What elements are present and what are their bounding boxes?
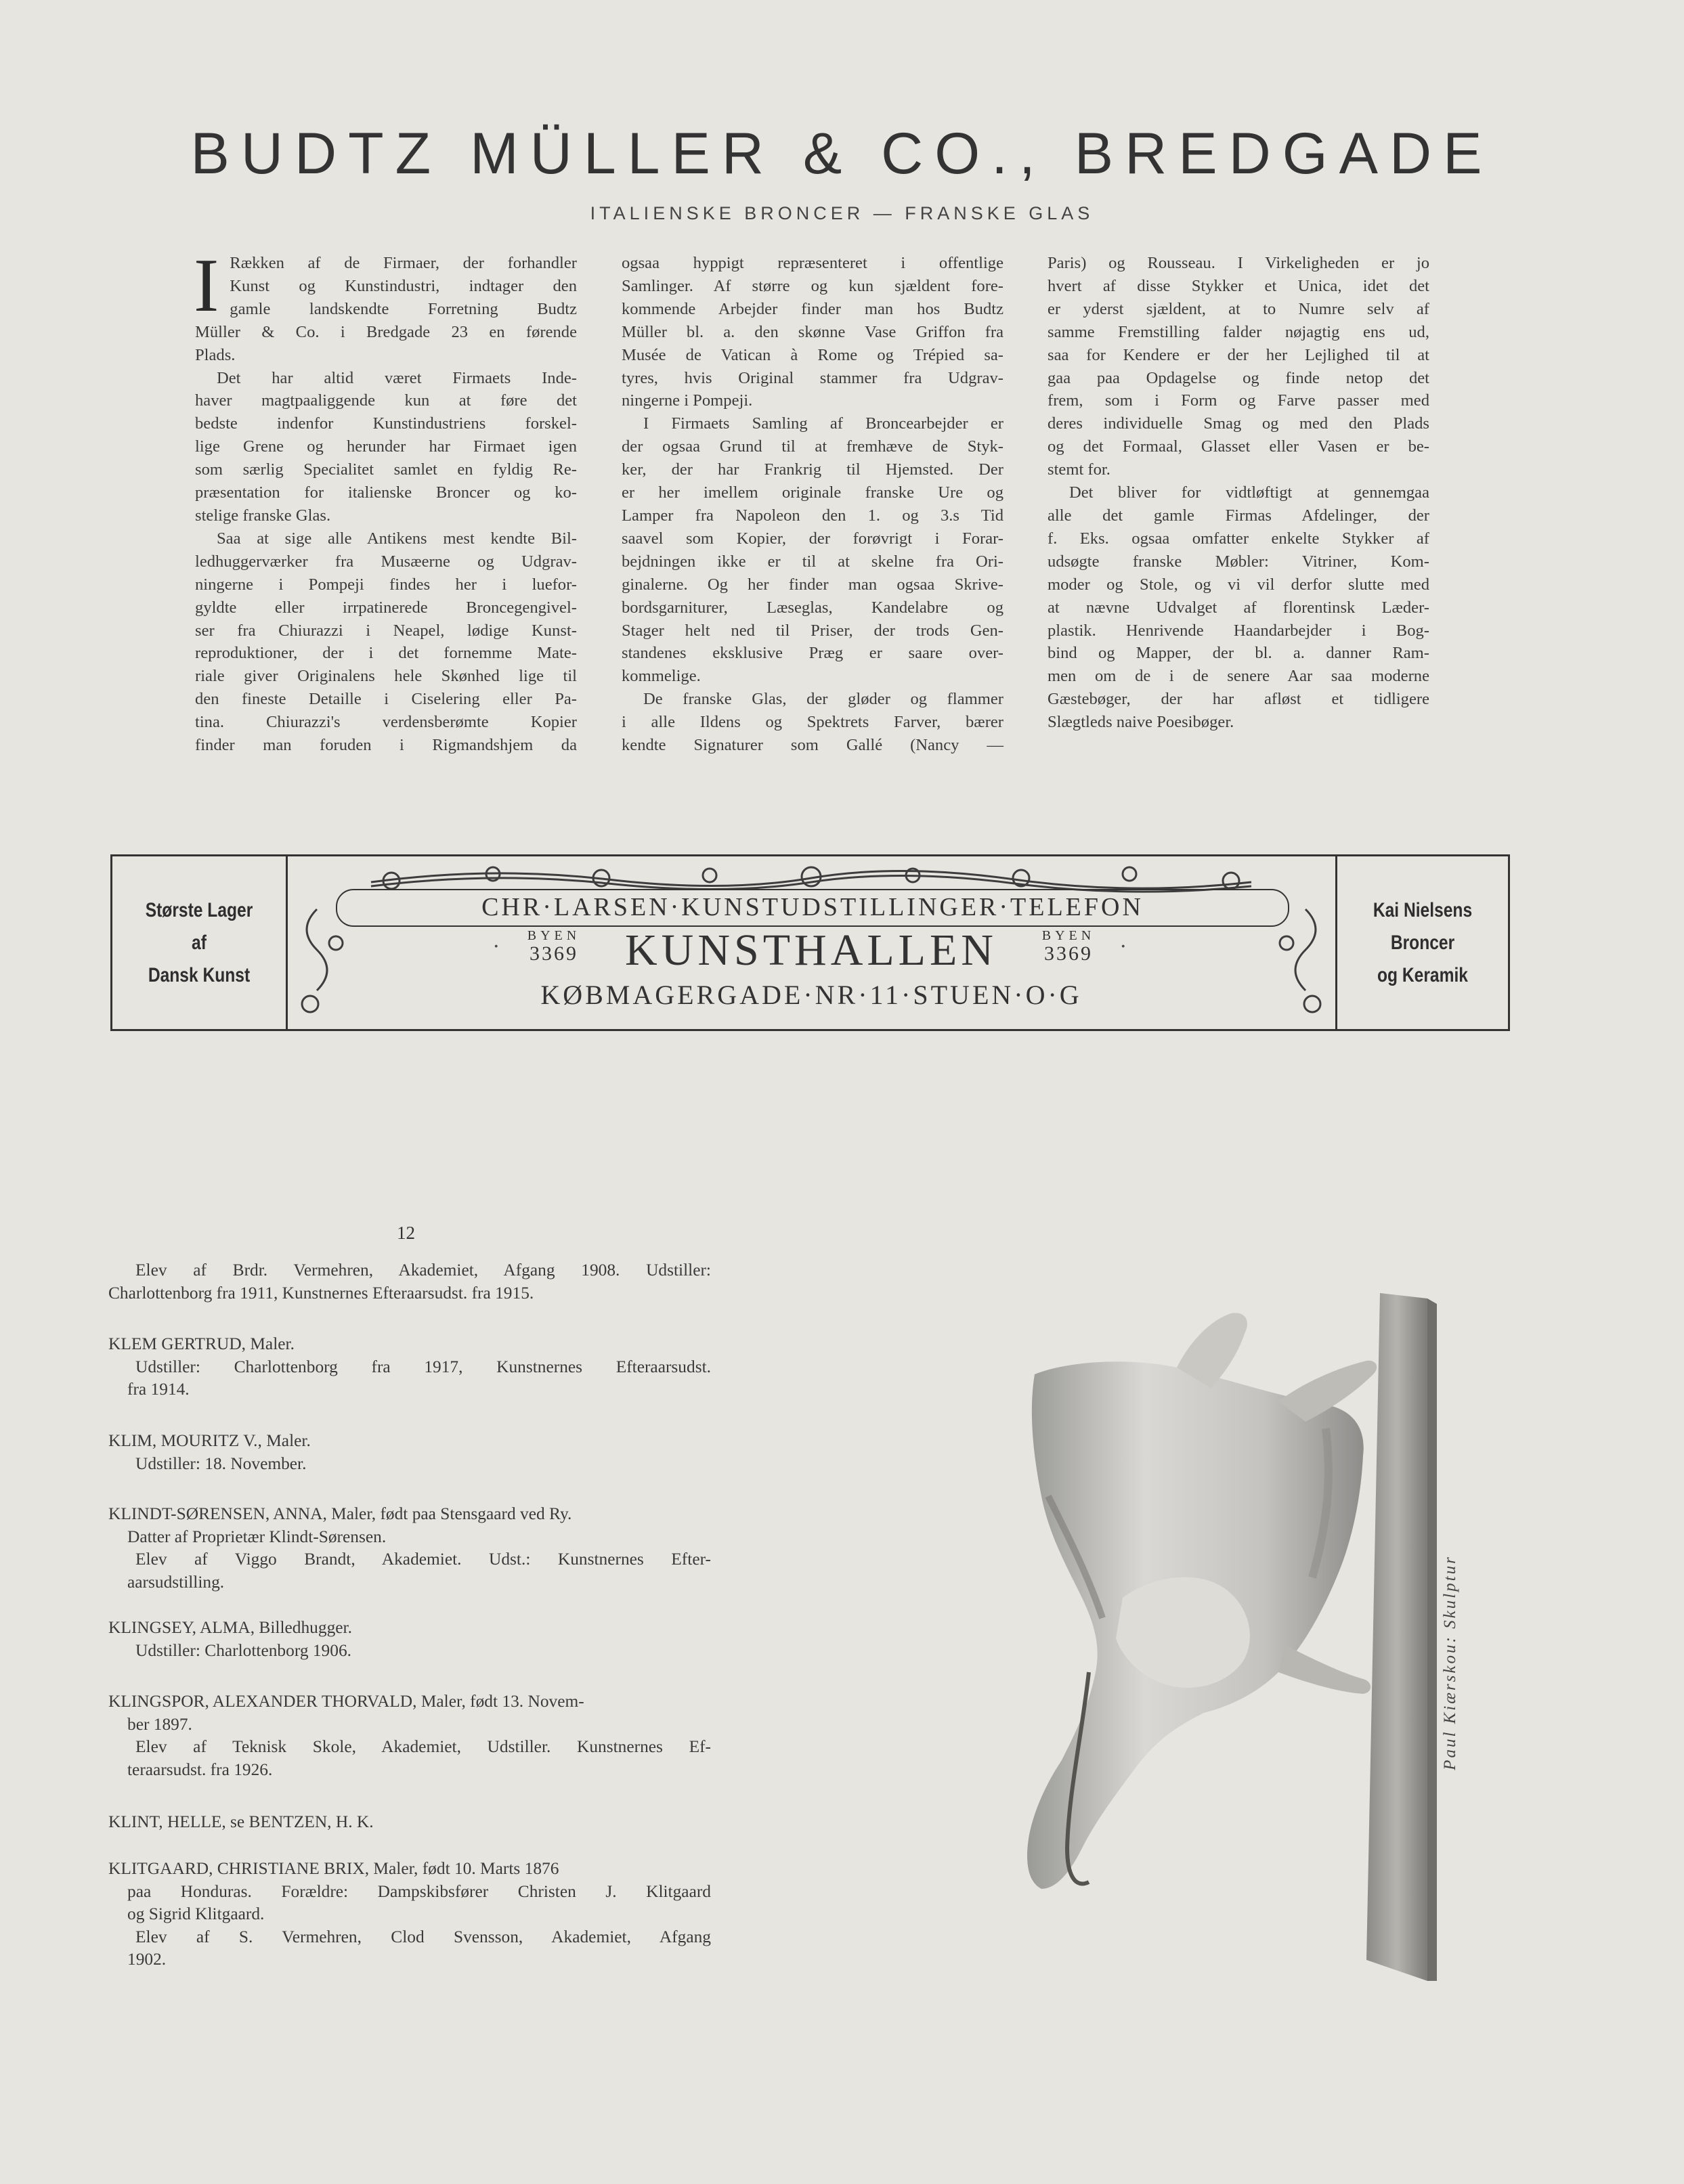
article-column-1 — [194, 244, 577, 757]
entry-line: Elev af Viggo Brandt, Akademiet. Udst.: Kunstnernes Efter- — [135, 1550, 711, 1569]
entry-line: teraarsudst. fra 1926. — [127, 1760, 273, 1779]
article-line: Rækken af de Firmaer, der forhandler — [230, 254, 577, 272]
entry-line: ber 1897. — [127, 1714, 192, 1734]
entry-line: Elev af S. Vermehren, Clod Svensson, Akademiet, Afgang — [135, 1927, 711, 1946]
entry-line: paa Honduras. Forældre: Dampskibsfører Christen J. Klitgaard — [127, 1881, 711, 1901]
article-line: Musée de Vatican à Rome og Trépied sa- — [622, 345, 1003, 364]
sculpture-photo — [987, 1293, 1483, 1981]
entry-line: Elev af Brdr. Vermehren, Akademiet, Afgang 1908. Udstiller: — [135, 1261, 711, 1280]
ad-byen-label: BYEN — [1041, 928, 1096, 943]
article-line: samme Fremstilling falder nøjagtig ens ud, — [1048, 322, 1429, 341]
directory-entry — [108, 1333, 711, 1401]
article-column-2 — [622, 252, 1003, 757]
article-line: saa for Kendere er der her Lejlighed til at — [1048, 345, 1429, 364]
entry-line: 1902. — [127, 1950, 167, 1969]
article-line: standenes eksklusive Præg er saare over- — [622, 644, 1003, 663]
entry-line: Charlottenborg fra 1911, Kunstnernes Efteraarsudst. fra 1915. — [108, 1283, 534, 1303]
article-line: saavel som Kopier, der forøvrigt i Forar- — [622, 529, 1003, 548]
advertisement-band — [110, 854, 1510, 1031]
entry-heading: KLINGSEY, ALMA, Billedhugger. — [108, 1618, 352, 1637]
ad-phone-number: 3369 — [530, 942, 578, 965]
article-line: ledhuggerværker fra Musæerne og Udgrav- — [195, 552, 577, 571]
article-line: I Firmaets Samling af Broncearbejder er — [643, 414, 1003, 433]
ad-right-panel — [1353, 894, 1493, 992]
article-line: ningerne i Pompeji findes her i luefor- — [195, 575, 577, 594]
entry-heading: KLINGSPOR, ALEXANDER THORVALD, Maler, født 13. Novem- — [108, 1692, 584, 1711]
article-line: Müller bl. a. den skønne Vase Griffon fra — [622, 322, 1003, 341]
article-line: ser fra Chiurazzi i Neapel, lødige Kunst- — [195, 621, 577, 640]
page-title: BUDTZ MÜLLER & CO., BREDGADE — [190, 121, 1494, 186]
article-line: Gæstebøger, der har afløst et tidligere — [1048, 690, 1429, 709]
article-line: Paris) og Rousseau. I Virkeligheden er jo — [1048, 254, 1429, 272]
article-column-3 — [1048, 252, 1429, 734]
article-line: hvert af disse Stykker et Unica, idet det — [1048, 276, 1429, 295]
ad-right-line: Broncer — [1390, 932, 1455, 954]
ad-left-panel — [128, 894, 270, 992]
entry-line: Udstiller: 18. November. — [135, 1454, 307, 1473]
article-line: ogsaa hyppigt repræsenteret i offentlige — [622, 254, 1003, 272]
ad-left-line: Største Lager — [145, 899, 253, 921]
article-line: Samlinger. Af større og kun sjældent fore- — [622, 276, 1003, 295]
article-line: at nævne Udvalget af florentinsk Læder- — [1048, 598, 1429, 617]
article-line: ker, der har Frankrig til Hjemsted. Der — [622, 460, 1003, 479]
directory-entry — [108, 1858, 711, 1971]
article-line: finder man foruden i Rigmandshjem da — [195, 736, 577, 755]
entry-line: og Sigrid Klitgaard. — [127, 1904, 265, 1924]
article-line: gaa paa Opdagelse og finde netop det — [1048, 368, 1429, 387]
ad-left-line: Dansk Kunst — [148, 964, 251, 986]
article-line: stemt for. — [1048, 460, 1110, 479]
entry-line: aarsudstilling. — [127, 1572, 225, 1592]
article-line: ginalerne. Og her finder man ogsaa Skrive- — [622, 575, 1003, 594]
article-line: Lamper fra Napoleon den 1. og 3.s Tid — [622, 506, 1003, 525]
sculpture-base — [1366, 1293, 1427, 1981]
photo-caption: Paul Kiærskou: Skulptur — [1441, 1555, 1459, 1770]
article-line: reproduktioner, der i det fornemme Mate- — [195, 644, 577, 663]
article-line: frem, som i Form og Farve passer med — [1048, 391, 1429, 410]
article-line: i alle Ildens og Spektrets Farver, bærer — [622, 713, 1003, 732]
article-line: Stager helt ned til Priser, der trods Gen- — [622, 621, 1003, 640]
drop-cap: I — [194, 244, 219, 328]
article-line: moder og Stole, og vi vil derfor slutte med — [1048, 575, 1429, 594]
directory-entry — [108, 1430, 711, 1475]
article-line: den fineste Detaille i Ciselering eller Pa- — [195, 690, 577, 709]
article-line: som særlig Specialitet samlet en fyldig Re- — [195, 460, 577, 479]
article-line: er her imellem originale franske Ure og — [622, 483, 1003, 502]
entry-line: Udstiller: Charlottenborg 1906. — [135, 1640, 351, 1660]
article-line: Müller & Co. i Bredgade 23 en førende — [195, 322, 577, 341]
page-subtitle: ITALIENSKE BRONCER — FRANSKE GLAS — [590, 203, 1094, 223]
ad-street-address-line: KØBMAGERGADE·NR·11·STUEN·O·G — [540, 980, 1082, 1010]
article-line: gyldte eller irrpatinerede Broncegengivel- — [195, 598, 577, 617]
ad-right-line: og Keramik — [1377, 964, 1468, 986]
article-line: Plads. — [195, 345, 236, 364]
article-line: udsøgte franske Møbler: Vitriner, Kom- — [1048, 552, 1429, 571]
article-line: bedste indenfor Kunstindustriens forskel- — [195, 414, 577, 433]
article-line: Det har altid været Firmaets Inde- — [217, 368, 577, 387]
article-line: lige Grene og herunder har Firmaet igen — [195, 437, 577, 456]
entry-line: Elev af Teknisk Skole, Akademiet, Udstiller. Kunstnernes Ef- — [135, 1737, 711, 1757]
entry-heading: KLINT, HELLE, se BENTZEN, H. K. — [108, 1812, 374, 1831]
article-line: haver magtpaaliggende kun at føre det — [195, 391, 577, 410]
article-line: gamle landskendte Forretning Budtz — [230, 299, 577, 318]
entry-line: fra 1914. — [127, 1380, 190, 1399]
article-line: ningerne i Pompeji. — [622, 391, 753, 410]
article-line: Kunst og Kunstindustri, indtager den — [230, 276, 577, 295]
article-line: deres individuelle Smag og med den Plads — [1048, 414, 1429, 433]
article-line: kendte Signaturer som Gallé (Nancy — — [622, 736, 1003, 755]
entry-heading: KLIM, MOURITZ V., Maler. — [108, 1431, 311, 1450]
ad-phone-left — [513, 928, 595, 965]
article-line: og det Formaal, Glasset eller Vasen er be- — [1048, 437, 1429, 456]
entry-line: Datter af Proprietær Klindt-Sørensen. — [127, 1527, 387, 1546]
article-line: men om de i de senere Aar saa moderne — [1048, 667, 1429, 686]
ad-byen-label: BYEN — [527, 928, 581, 943]
entry-heading: KLEM GERTRUD, Maler. — [108, 1334, 295, 1353]
article-line: bordsgarniturer, Læseglas, Kandelabre og — [622, 598, 1003, 617]
ad-gallery-address-line: CHR·LARSEN·KUNSTUDSTILLINGER·TELEFON — [336, 889, 1289, 927]
article-line: der ogsaa Grund til at fremhæve de Styk- — [622, 437, 1003, 456]
article-line: bejdningen ikke er til at skelne fra Ori- — [622, 552, 1003, 571]
ad-left-line: af — [192, 932, 207, 954]
article-line: præsentation for italienske Broncer og ko- — [195, 483, 577, 502]
entry-heading: KLITGAARD, CHRISTIANE BRIX, Maler, født 10. Marts 1876 — [108, 1859, 559, 1878]
ad-phone-number: 3369 — [1044, 942, 1093, 965]
article-line: Det bliver for vidtløftigt at gennemgaa — [1069, 483, 1429, 502]
directory-entry — [108, 1811, 711, 1834]
dot-ornament-icon: · — [1120, 935, 1127, 959]
article-line: stelige franske Glas. — [195, 506, 331, 525]
entry-intro — [108, 1259, 711, 1305]
article-line: plastik. Henrivende Haandarbejder i Bog- — [1048, 621, 1429, 640]
ad-divider — [1335, 856, 1337, 1029]
article-line: riale giver Originalens hele Skønhed lige til — [195, 667, 577, 686]
article-line: tina. Chiurazzi's verdensberømte Kopier — [195, 713, 577, 732]
entry-heading: KLINDT-SØRENSEN, ANNA, Maler, født paa Stensgaard ved Ry. — [108, 1504, 572, 1523]
ad-right-line: Kai Nielsens — [1373, 899, 1473, 921]
article-line: kommelige. — [622, 667, 701, 686]
article-line: alle det gamle Firmas Afdelinger, der — [1048, 506, 1429, 525]
ad-kunsthallen-name: KUNSTHALLEN — [625, 925, 997, 975]
ad-center-panel — [290, 862, 1333, 1024]
article-line: er yderst sjældent, at to Numre selv af — [1048, 299, 1429, 318]
article-line: tyres, hvis Original stammer fra Udgrav- — [622, 368, 1003, 387]
article-line: Saa at sige alle Antikens mest kendte Bil- — [217, 529, 577, 548]
article-line: De franske Glas, der gløder og flammer — [643, 690, 1003, 709]
article-line: Slægtleds naive Poesibøger. — [1048, 713, 1234, 732]
article-line: bind og Mapper, der bl. a. danner Ram- — [1048, 644, 1429, 663]
directory-entry — [108, 1617, 711, 1662]
entry-line: Udstiller: Charlottenborg fra 1917, Kunstnernes Efteraarsudst. — [135, 1357, 711, 1376]
dot-ornament-icon: · — [493, 935, 500, 959]
article-line: kommende Arbejder finder man hos Budtz — [622, 299, 1003, 318]
ad-phone-right — [1028, 928, 1109, 965]
directory-entry — [108, 1690, 711, 1781]
directory-entry — [108, 1503, 711, 1594]
ad-divider — [286, 856, 288, 1029]
article-line: f. Eks. ogsaa omfatter enkelte Stykker af — [1048, 529, 1429, 548]
page-number: 12 — [397, 1223, 415, 1243]
